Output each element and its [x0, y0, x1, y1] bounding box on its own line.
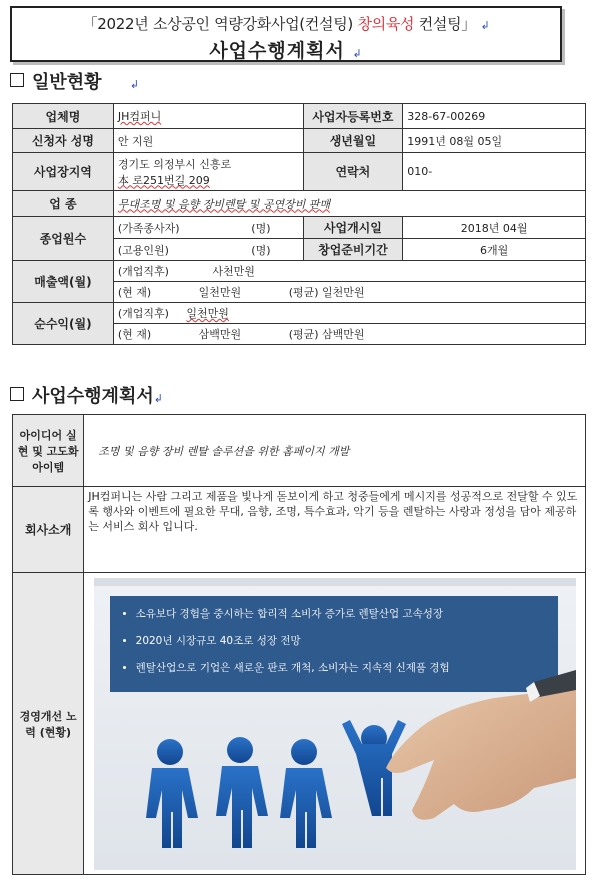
management-improvement-value	[84, 573, 586, 875]
profit-current-value: 삼백만원	[198, 328, 242, 341]
title-highlight: 창의육성	[357, 15, 415, 33]
business-start-value: 2018년 04월	[403, 217, 586, 239]
profit-current-label: (현 재)	[117, 328, 152, 341]
sales-row-current	[113, 282, 585, 303]
employees-family-label: (가족종사자)	[117, 221, 180, 235]
prep-period-label: 창업준비기간	[303, 239, 403, 261]
people-and-hand-illustration	[94, 578, 576, 870]
sales-opening-label: (개업직후)	[117, 265, 169, 278]
employees-family-unit: (명)	[251, 221, 271, 235]
birth-date-label: 생년월일	[303, 129, 403, 153]
section-heading-text: 일반현황	[32, 72, 102, 93]
profit-row-opening	[113, 303, 585, 324]
industry-value	[113, 191, 585, 217]
applicant-name-label: 신청자 성명	[13, 129, 114, 153]
checkbox-square-icon	[10, 73, 24, 87]
management-improvement-label: 경영개선 노력 (현황)	[13, 573, 84, 875]
idea-value	[84, 415, 586, 487]
business-number-label: 사업자등록번호	[303, 104, 403, 129]
company-intro-label: 회사소개	[13, 487, 84, 573]
employees-family	[113, 217, 303, 239]
applicant-name-value: 안 지원	[113, 129, 303, 153]
section-heading-plan	[10, 382, 163, 408]
profit-opening-label: (개업직후)	[117, 307, 169, 320]
birth-date-value: 1991년 08월 05일	[403, 129, 586, 153]
company-name-text: JH컴퍼니	[117, 110, 162, 123]
hand-icon	[386, 670, 576, 820]
business-location-label: 사업장지역	[13, 153, 114, 191]
employees-hired	[113, 239, 303, 261]
sales-row-opening	[113, 261, 585, 282]
contact-label: 연락처	[303, 153, 403, 191]
industry-text: 무대조명 및 음향 장비렌탈 및 공연장비 판매	[117, 197, 331, 211]
bullet-item: • 소유보다 경험을 중시하는 합리적 소비자 증가로 렌탈산업 고속성장	[136, 606, 558, 621]
industry-label: 업 종	[13, 191, 114, 217]
document-title-text: 사업수행계획서	[209, 40, 345, 62]
paragraph-mark: ↲	[129, 78, 140, 91]
employees-hired-unit: (명)	[251, 243, 271, 257]
paragraph-mark: ↲	[153, 392, 163, 405]
employees-hired-label: (고용인원)	[117, 243, 169, 257]
profit-row-current	[113, 324, 585, 345]
bullet-item: • 렌탈산업으로 기업은 새로운 판로 개척, 소비자는 지속적 신제품 경험	[136, 660, 558, 675]
company-name-value	[113, 104, 303, 129]
business-location-value	[113, 153, 303, 191]
checkbox-square-icon	[10, 387, 24, 401]
paragraph-mark: ↲	[480, 19, 490, 32]
idea-label: 아이디어 실현 및 고도화 아이템	[13, 415, 84, 487]
company-intro-text: JH컴퍼니는 사람 그리고 제품을 빛나게 돋보이게 하고 청중들에게 메시지를 성공적으로 전달할 수 있도록 행사와 이벤트에 필요한 무대, 음향, 조명, 특수효과, 악기 등을 렌탈하는 사랑과 정성을 담아 제공하는 서비스 회사 입니다.	[88, 490, 578, 533]
profit-opening-value: 일천만원	[186, 307, 229, 320]
person-figure-icon	[146, 739, 198, 848]
location-line-2: 本 로251번길 209	[117, 173, 210, 187]
profit-average-value: (평균) 삼백만원	[288, 328, 365, 341]
monthly-sales-label: 매출액(월)	[13, 261, 114, 303]
paragraph-mark: ↲	[352, 47, 363, 60]
company-intro-value	[84, 487, 586, 573]
person-figure-icon	[216, 737, 268, 848]
contact-value: 010-	[403, 153, 586, 191]
idea-text: 조명 및 음향 장비 렌탈 솔루션을 위한 홈페이지 개발	[98, 444, 350, 458]
bullet-item: • 2020년 시장규모 40조로 성장 전망	[136, 633, 558, 648]
business-plan-table	[12, 414, 586, 875]
sales-opening-value: 사천만원	[212, 265, 255, 278]
employees-label: 종업원수	[13, 217, 114, 261]
sales-current-value: 일천만원	[198, 286, 242, 299]
general-status-table	[12, 103, 586, 345]
section-heading-text: 사업수행계획서	[32, 386, 154, 407]
business-start-label: 사업개시일	[303, 217, 403, 239]
sales-current-label: (현 재)	[117, 286, 152, 299]
sales-average-value: (평균) 일천만원	[288, 286, 365, 299]
section-heading-general	[10, 68, 139, 94]
rental-industry-infographic	[94, 578, 576, 870]
monthly-profit-label: 순수익(월)	[13, 303, 114, 345]
document-title-line1	[12, 13, 560, 34]
company-name-label: 업체명	[13, 104, 114, 129]
title-suffix: 컨설팅」	[418, 15, 476, 33]
location-line-1: 경기도 의정부시 신흥로	[117, 157, 232, 171]
document-title-box	[10, 6, 562, 62]
person-figure-icon	[280, 739, 332, 848]
title-prefix: 「2022년 소상공인 역량강화사업(컨설팅)	[82, 15, 353, 33]
business-number-value: 328-67-00269	[403, 104, 586, 129]
document-title	[12, 36, 560, 63]
prep-period-value: 6개월	[403, 239, 586, 261]
